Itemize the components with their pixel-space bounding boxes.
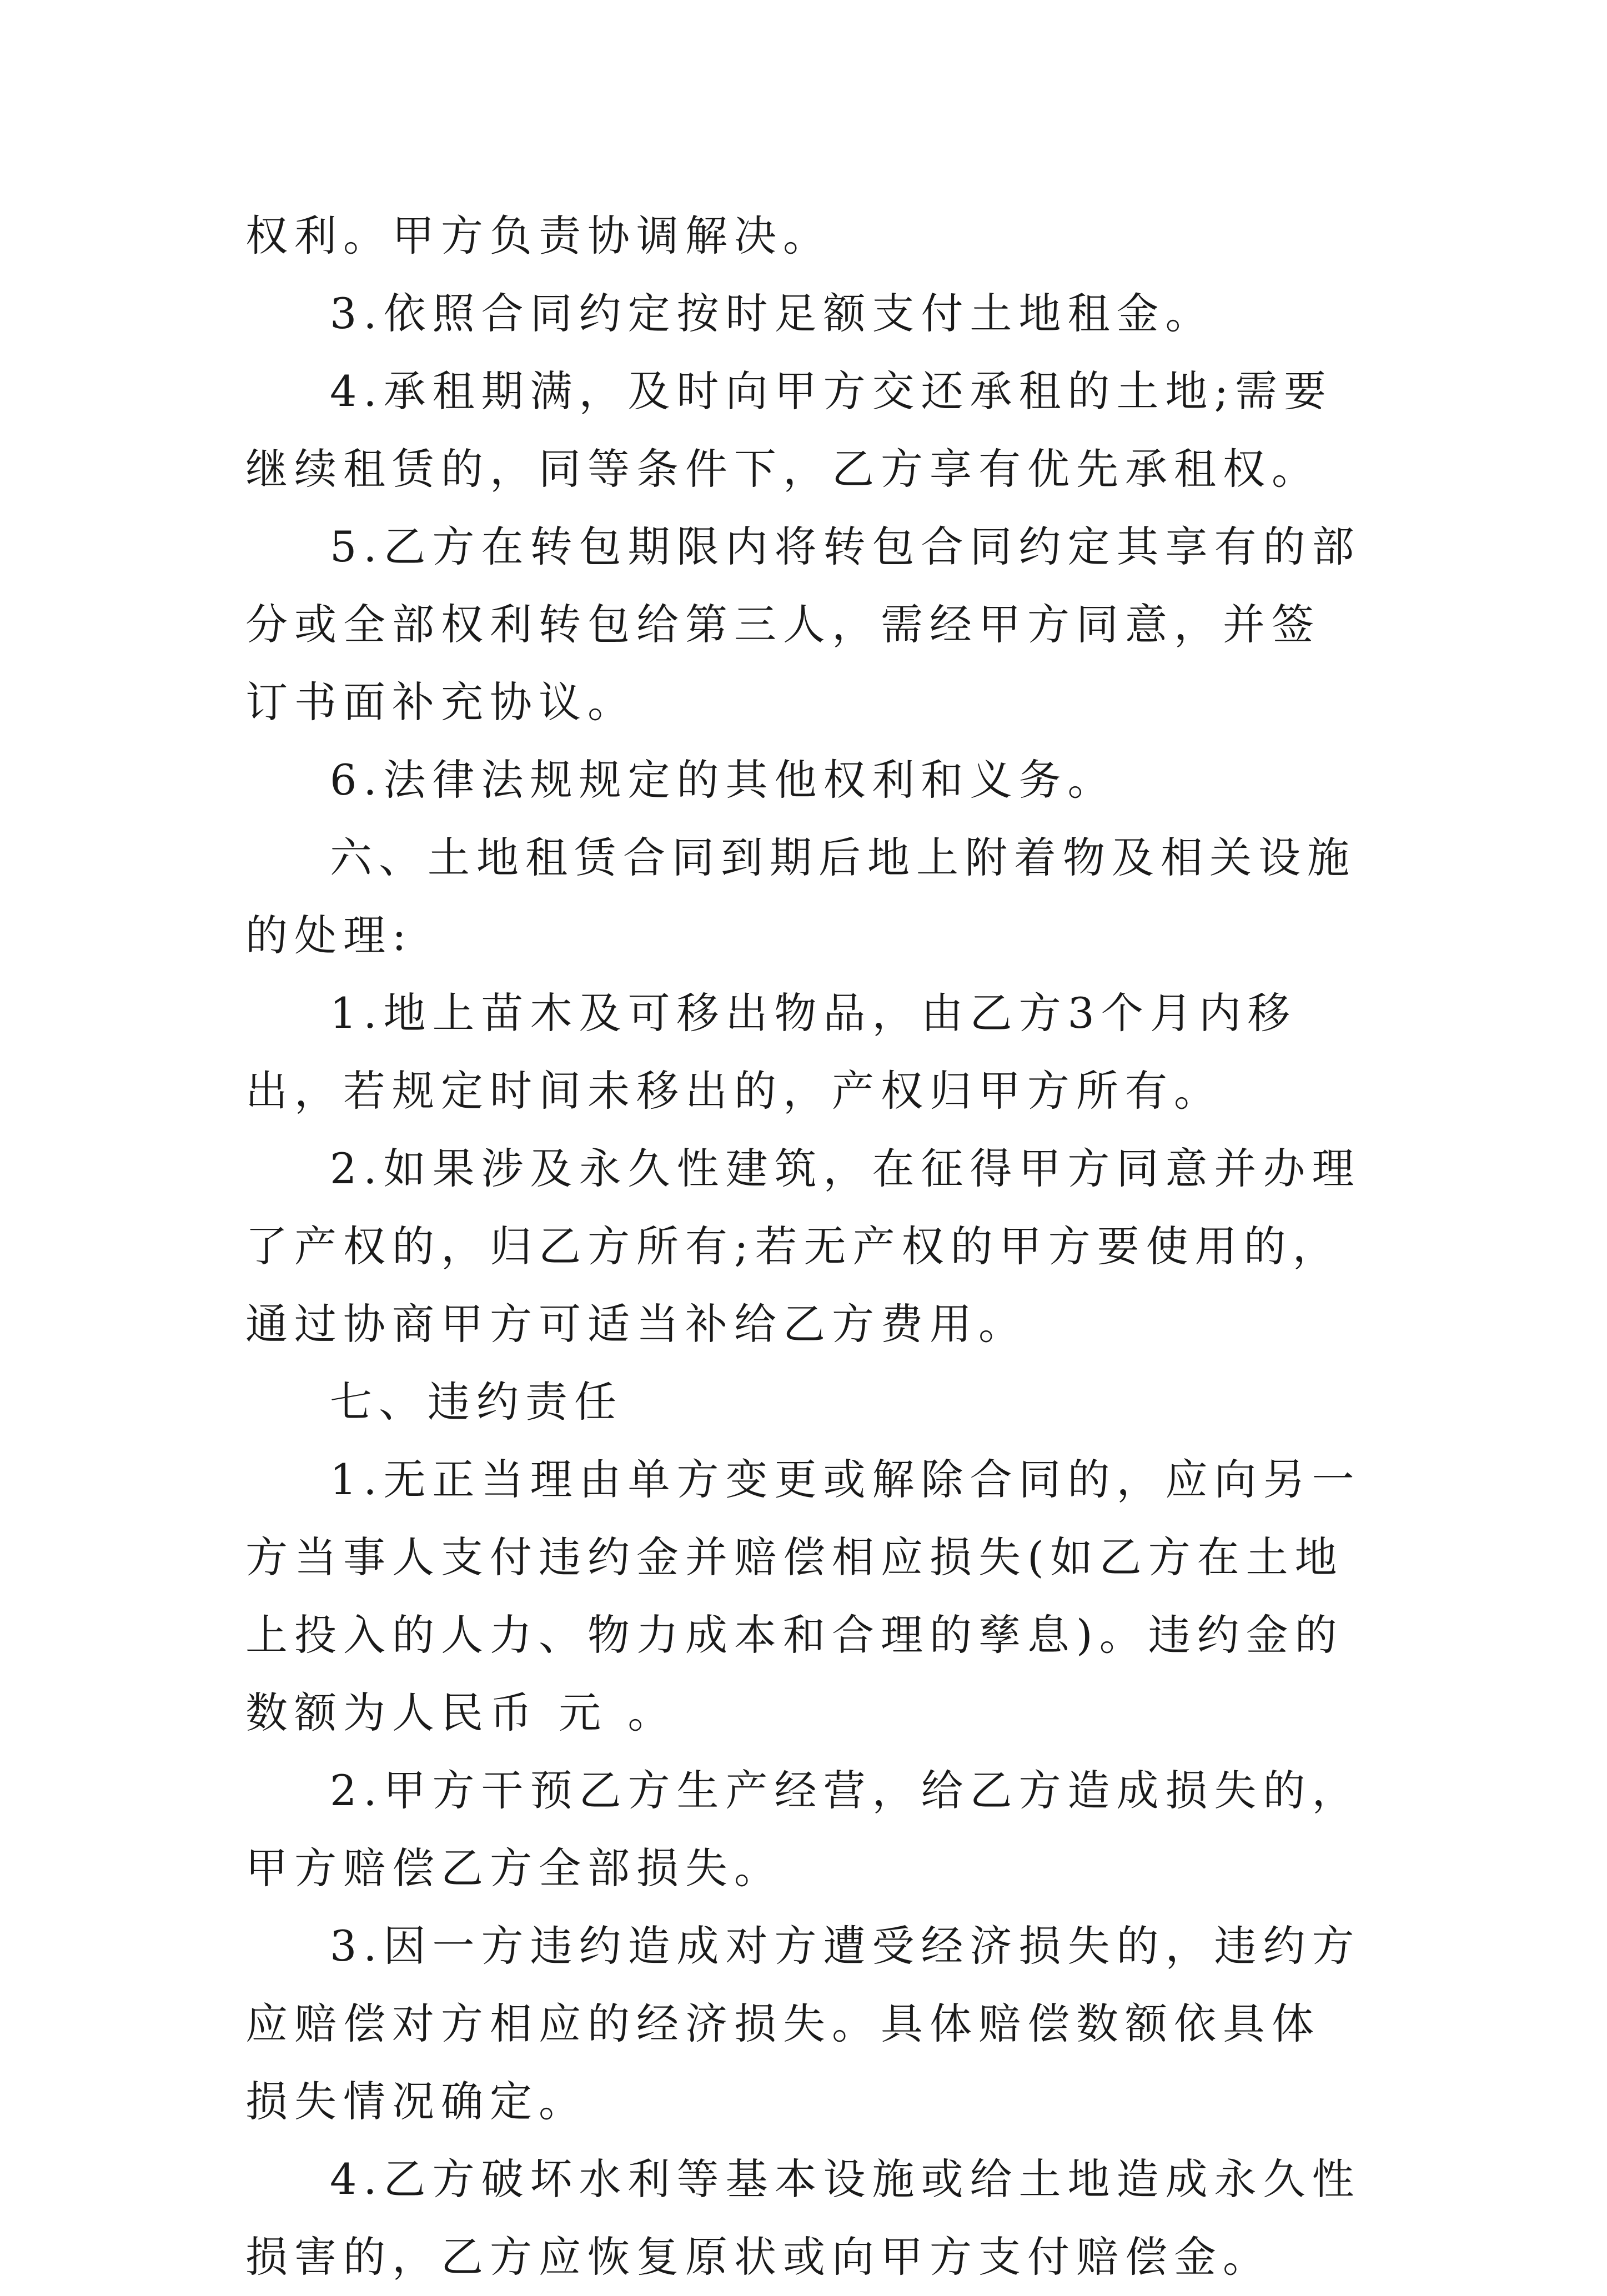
paragraph-seven-item-3: 3.因一方违约造成对方遭受经济损失的，违约方应赔偿对方相应的经济损失。具体赔偿数额依具体损失情况确定。 [245, 1921, 1361, 2126]
paragraph-seven-item-2: 2.甲方干预乙方生产经营，给乙方造成损失的，甲方赔偿乙方全部损失。 [245, 1766, 1361, 1893]
paragraph-item-6-other: 6.法律法规规定的其他权利和义务。 [330, 755, 1117, 805]
paragraph-item-5-subcontract: 5.乙方在转包期限内将转包合同约定其享有的部分或全部权利转包给第三人，需经甲方同意，并签订书面补充协议。 [245, 522, 1361, 727]
paragraph-six-item-1: 1.地上苗木及可移出物品，由乙方3个月内移出，若规定时间未移出的，产权归甲方所有。 [245, 988, 1297, 1116]
paragraph-item-4-return-land: 4.承租期满，及时向甲方交还承租的土地;需要继续租赁的，同等条件下，乙方享有优先承租权。 [245, 366, 1333, 494]
paragraph-six-item-2: 2.如果涉及永久性建筑，在征得甲方同意并办理了产权的，归乙方所有;若无产权的甲方要使用的，通过协商甲方可适当补给乙方费用。 [245, 1144, 1361, 1349]
contract-body [245, 197, 1367, 2296]
section-heading-six: 六、土地租赁合同到期后地上附着物及相关设施的处理: [245, 833, 1356, 960]
section-heading-seven: 七、违约责任 [330, 1377, 623, 1426]
paragraph-rights-continued: 权利。甲方负责协调解决。 [245, 211, 832, 260]
paragraph-seven-item-4: 4.乙方破坏水利等基本设施或给土地造成永久性损害的，乙方应恢复原状或向甲方支付赔偿金。 [245, 2154, 1361, 2282]
paragraph-seven-item-1: 1.无正当理由单方变更或解除合同的，应向另一方当事人支付违约金并赔偿相应损失(如乙方在土地上投入的人力、物力成本和合理的孳息)。违约金的数额为人民币 元 。 [245, 1455, 1361, 1737]
paragraph-item-3-rent: 3.依照合同约定按时足额支付土地租金。 [330, 289, 1214, 338]
